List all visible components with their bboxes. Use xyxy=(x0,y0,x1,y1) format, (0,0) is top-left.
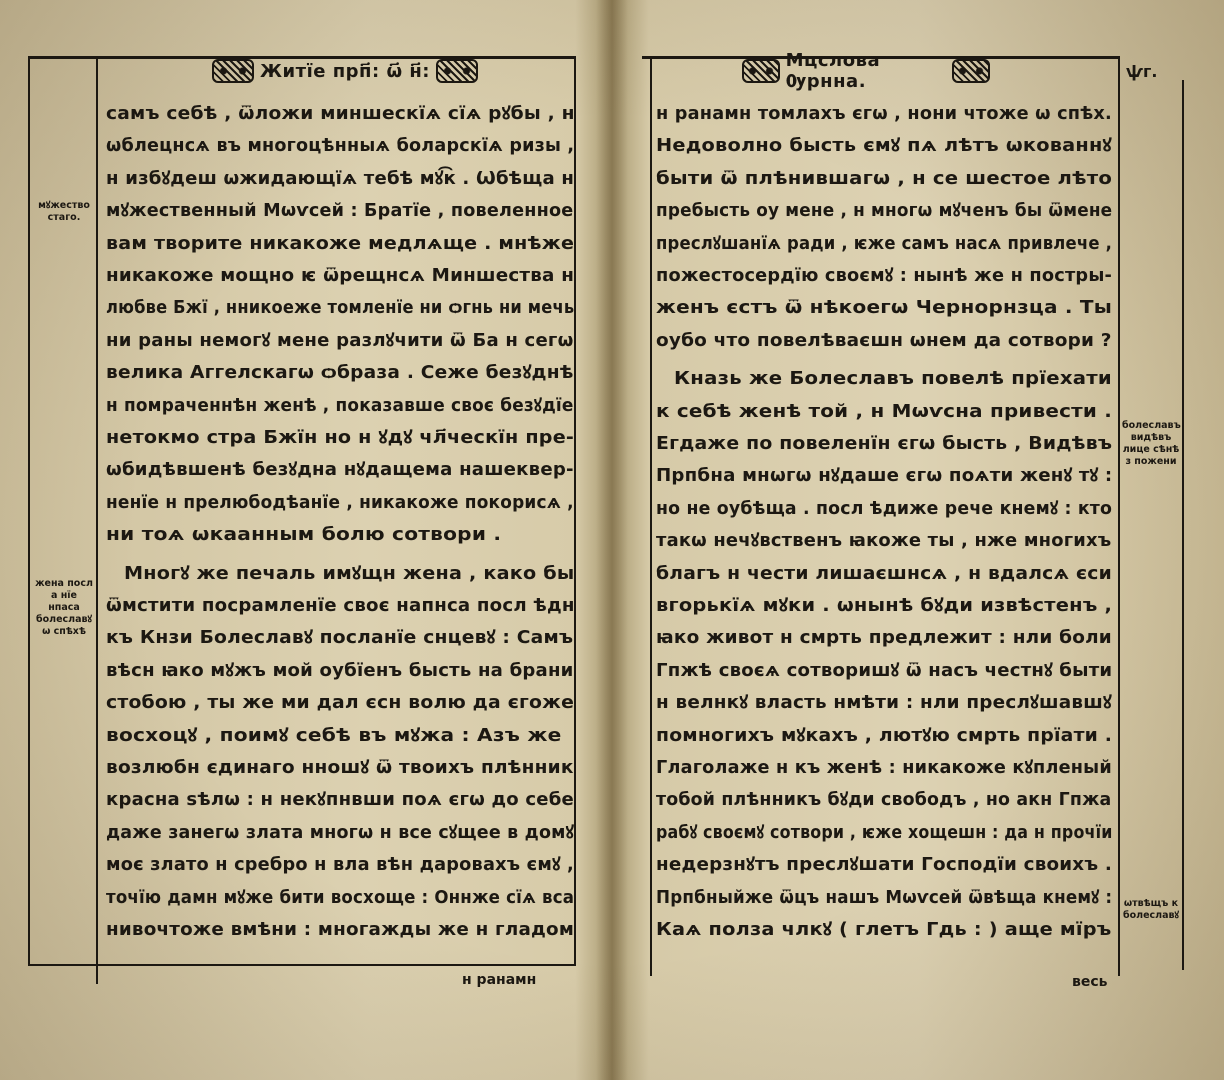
text-line: помногихъ мꙋкахъ , лютꙋю смрть прїати . xyxy=(656,725,1113,746)
text-line: такѡ нечꙋвственъ ꙗкоже ты , нже многихъ xyxy=(656,531,1112,552)
text-line: ѡблецнсѧ въ многоцѣнныѧ боларскїѧ ризы , xyxy=(106,136,575,157)
text-line: велика Аггелскагѡ ѻбраза . Сеже безꙋднѣ xyxy=(106,363,574,384)
text-line: благъ н чести лишаєшнсѧ , н вдалсѧ єси xyxy=(656,563,1112,584)
text-line: ни тоѧ ѡкаанным болю сотвори . xyxy=(106,525,502,546)
running-header xyxy=(736,50,996,92)
text-line: Многꙋ же печаль имꙋщн жена , како бы xyxy=(124,563,575,584)
text-line: ѡбидѣвшенѣ безꙋдна нꙋдащема нашеквер- xyxy=(106,460,574,481)
margin-note: жена посл а нїе нпаса болеславꙋ ѡ спѣхѣ xyxy=(35,578,93,637)
folio-number: ѱг. xyxy=(1126,62,1158,81)
text-line: Недоволно бысть ємꙋ пѧ лѣтъ ѡкованнꙋ xyxy=(656,136,1112,157)
text-line: красна ѕѣлѡ : н некꙋпнвши поѧ єгѡ до себе xyxy=(106,790,574,811)
text-line: пожестосердїю своємꙋ : нынѣ же н постры- xyxy=(656,266,1113,286)
text-line: но не оубѣща . посл ѣдиже рече кнемꙋ : кто xyxy=(656,498,1113,519)
left-text-block xyxy=(106,98,574,958)
text-line: вам творите никакоже медлѧще . мнѣже xyxy=(106,233,575,254)
text-line: Глаголаже н къ женѣ : никакоже кꙋпленый xyxy=(656,758,1112,778)
text-line: преслꙋшанїѧ ради , ѥже самъ насѧ привлече , xyxy=(656,233,1113,254)
inner-margin-rule xyxy=(650,56,652,976)
text-line: самъ себѣ , ѿложи миншескїѧ сїѧ рꙋбы , н xyxy=(106,104,575,124)
text-line: нетокмо стра Бжїн но н ꙋдꙋ чл҃ческїн пре- xyxy=(106,428,575,448)
text-line: рабꙋ своємꙋ сотвори , ѥже хощешн : да н прочїи xyxy=(656,822,1113,843)
text-line: женъ єстъ ѿ нѣкоегѡ Чернорнзца . Ты xyxy=(656,298,1113,319)
left-page xyxy=(0,0,608,1080)
text-line: Прпбна мнѡгѡ нꙋдаше єгѡ поѧти женꙋ тꙋ : xyxy=(656,466,1113,487)
right-page xyxy=(616,0,1224,1080)
text-line: н избꙋдеш ѡжидающїѧ тебѣ мꙋ͡к . Ѡбѣща н xyxy=(106,168,575,189)
inner-margin-rule xyxy=(96,56,98,984)
text-line: быти ѿ плѣнившагѡ , н се шестое лѣто xyxy=(656,168,1113,189)
header-ornament-icon xyxy=(952,59,990,83)
margin-note: болеславъ видѣвъ лице сѣнѣ з пожени xyxy=(1122,420,1181,467)
text-line: Прпбныйже ѿцъ нашъ Мωѵсей ѿвѣща кнемꙋ : xyxy=(656,887,1113,908)
header-ornament-icon xyxy=(742,59,780,83)
text-line: восхоцꙋ , поимꙋ себѣ въ мꙋжа : Азъ же xyxy=(106,725,562,746)
header-title: Житїе прп҃: ѡ҃ н҃: xyxy=(260,60,430,82)
text-line: н велнкꙋ власть нмѣти : нли преслꙋшавшꙋ xyxy=(656,693,1112,714)
text-line: мꙋжественный Мωѵсей : Братїе , повеленное xyxy=(106,201,574,222)
text-line: пребысть оу мене , н многѡ мꙋченъ бы ѿмене xyxy=(656,201,1113,222)
right-rule xyxy=(574,56,576,966)
text-line: ꙗко живот н смрть предлежит : нли боли xyxy=(656,628,1112,649)
text-line: ѿмстити посрамленїе своє напнса посл ѣдн xyxy=(106,596,575,616)
running-header xyxy=(205,58,485,84)
catchword: весь xyxy=(1072,974,1108,990)
text-line: к себѣ женѣ той , н Мωѵсна привести . xyxy=(656,401,1113,422)
text-line: вѣсн ꙗко мꙋжъ мой оубїенъ бысть на брани xyxy=(106,660,574,681)
margin-note: мꙋжество стаго. xyxy=(38,200,90,223)
text-line: недерзнꙋтъ преслꙋшати Господїи своихъ . xyxy=(656,855,1113,876)
text-line: возлюбн єдинаго нношꙋ ѿ твоихъ плѣнник xyxy=(106,758,574,778)
header-title: Мцслова Ѹрнна. xyxy=(785,50,881,92)
text-line: оубо что повелѣваєшн ѡнем да сотвори ? xyxy=(656,330,1112,351)
outer-margin-rule xyxy=(28,56,30,966)
text-line: тобой плѣнникъ бꙋди свободъ , но акн Гпжа xyxy=(656,790,1112,811)
text-line: къ Кнзи Болеславꙋ посланїе снцевꙋ : Самъ xyxy=(106,628,574,649)
margin-column-rule xyxy=(1182,80,1184,970)
outer-margin-rule xyxy=(1118,56,1120,976)
text-line: Кназь же Болеславъ повелѣ прїехати xyxy=(674,369,1112,390)
text-line: стобою , ты же ми дал єсн волю да єгоже xyxy=(106,693,575,714)
text-line: Гпжѣ своєѧ сотворишꙋ ѿ насъ честнꙋ быти xyxy=(656,660,1113,681)
margin-note: ѡтвѣщъ к болеславꙋ xyxy=(1122,898,1180,921)
text-line: моє злато н сребро н вла вѣн даровахъ ємꙋ , xyxy=(106,855,574,876)
text-line: н ранамн томлахъ єгѡ , нони чтоже ѡ спѣх. xyxy=(656,104,1112,124)
text-line: точїю дамн мꙋже бити восхоще : Оннже сїѧ вса xyxy=(106,887,575,908)
text-line: ненїе н прелюбодѣанїе , никакоже покорисѧ , xyxy=(106,492,574,513)
text-line: нивочтоже вмѣни : многажды же н гладом xyxy=(106,920,575,940)
text-line: Егдаже по повеленїн єгѡ бысть , Видѣвъ xyxy=(656,434,1113,454)
text-line: никакоже мощно ѥ ѿрещнсѧ Миншества н xyxy=(106,266,575,286)
text-line: н помраченнѣн женѣ , показавше своє безꙋдїе xyxy=(106,395,574,416)
right-text-block xyxy=(656,98,1112,958)
text-line: даже занегѡ злата многѡ н все сꙋщее в домꙋ xyxy=(106,822,575,843)
header-ornament-icon xyxy=(212,59,254,83)
text-line: вгорькїѧ мꙋки . ѡнынѣ бꙋди извѣстенъ , xyxy=(656,596,1113,616)
bottom-rule xyxy=(28,964,576,966)
text-line: любве Бжї , нникоеже томленїе ни ѻгнь ни мечь xyxy=(106,298,575,319)
text-line: Каѧ полза члкꙋ ( глетъ Гдь : ) аще мїръ xyxy=(656,920,1112,940)
catchword: н ранамн xyxy=(462,972,537,988)
text-line: ни раны немогꙋ мене разлꙋчити ѿ Ба н сегѡ xyxy=(106,330,574,351)
header-ornament-icon xyxy=(436,59,478,83)
